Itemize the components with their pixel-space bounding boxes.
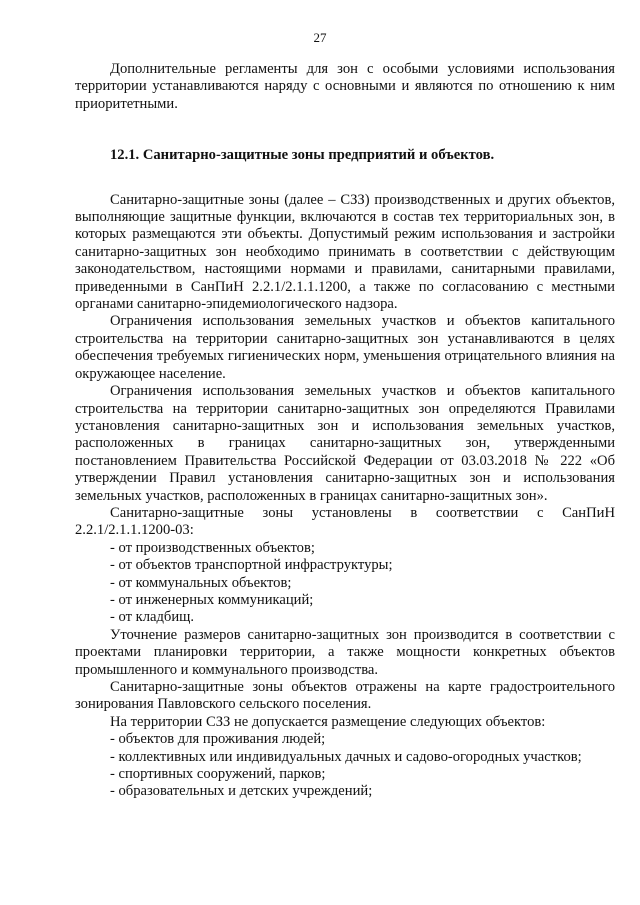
list-item: - от коммунальных объектов;	[110, 574, 292, 591]
paragraph-map-reference: Санитарно-защитные зоны объектов отражены на карте градостроительного зонирования Павловского сельского поселения.	[75, 679, 615, 713]
paragraph-szz-definition: Санитарно-защитные зоны (далее – СЗЗ) производственных и других объектов, выполняющие защитные функции, включаются в состав тех территориальных зон, в которых размещаются эти объекты. Допустимый режим использования и застройки санитарно-защитных зон необходимо принимать в соответствии с действующим законодательством, настоящими нормами и правилами, санитарными правилами, приведенными в СанПиН 2.2.1/2.1.1.1200, а также по согласованию с местными органами санитарно-эпидемиологического надзора.	[75, 191, 615, 313]
list-item: - от производственных объектов;	[110, 539, 315, 556]
sources-list	[75, 540, 615, 627]
list-item: - объектов для проживания людей;	[110, 731, 326, 748]
prohibited-list	[75, 731, 615, 801]
page-content	[75, 61, 615, 801]
list-item: - спортивных сооружений, парков;	[110, 766, 326, 783]
section-heading: 12.1. Санитарно-защитные зоны предприятий и объектов.	[110, 147, 495, 164]
list-item: - от инженерных коммуникаций;	[110, 591, 314, 608]
list-item: - образовательных и детских учреждений;	[110, 783, 373, 800]
paragraph-szz-established: Санитарно-защитные зоны установлены в соответствии с СанПиН 2.2.1/2.1.1.1200-03:	[75, 504, 615, 539]
paragraph-restrictions-rules: Ограничения использования земельных участков и объектов капитального строительства на территории санитарно-защитных зон определяются Правилами установления санитарно-защитных зон и использования земельных участков, расположенных в границах санитарно-защитных зон, утвержденными постановлением Правительства Российской Федерации от 03.03.2018 № 222 «Об утверждении Правил установления санитарно-защитных зон и использования земельных участков, расположенных в границах санитарно-защитных зон».	[75, 383, 615, 504]
list-item: - от кладбищ.	[110, 609, 195, 626]
list-item: - коллективных или индивидуальных дачных и садово-огородных участков;	[110, 748, 582, 765]
paragraph-restrictions-purpose: Ограничения использования земельных участков и объектов капитального строительства на территории санитарно-защитных зон устанавливаются в целях обеспечения требуемых гигиенических норм, уменьшения отрицательного влияния на окружающее население.	[75, 313, 615, 382]
page-number: 27	[313, 30, 327, 45]
paragraph-prohibited-intro: На территории СЗЗ не допускается размещение следующих объектов:	[110, 713, 546, 730]
list-item: - от объектов транспортной инфраструктуры;	[110, 557, 393, 574]
paragraph-size-refinement: Уточнение размеров санитарно-защитных зон производится в соответствии с проектами планировки территории, а также мощности конкретных объектов промышленного и коммунального производства.	[75, 626, 615, 678]
intro-paragraph: Дополнительные регламенты для зон с особыми условиями использования территории устанавливаются наряду с основными и являются по отношению к ним приоритетными.	[75, 61, 615, 112]
